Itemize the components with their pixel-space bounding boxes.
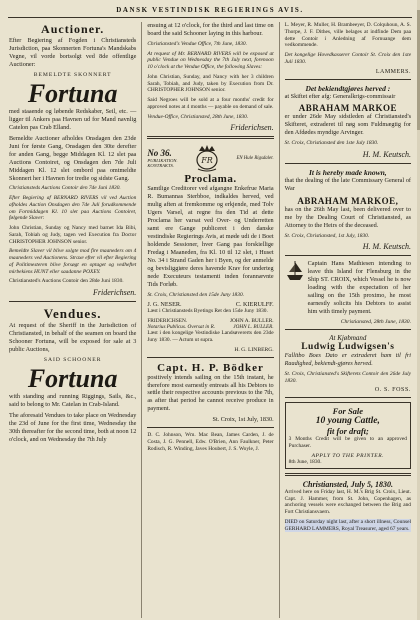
notice-signer: H. M. Keutsch.	[362, 150, 411, 159]
hereby-body-2: has on the 26th May last, been delivered over to me by the Dealing Court of Christiansted, as Attorney to the Heirs of the deceased.	[284, 205, 411, 229]
signer-friderichsen-2: Friderichsen.	[230, 123, 274, 133]
said-schooner-label: SAID SCHOONER	[43, 356, 102, 363]
fit-line: fit for draft;	[326, 426, 369, 437]
cattle-line: 10 young Cattle,	[315, 416, 380, 427]
apply-date: 8th June, 1830.	[288, 458, 322, 465]
notice-body-2: er under 26de May sidstleden af Christiansted's Skifteret, extraderet til nøg som Fuldmægtig for den Afdødes myndige Arvinger.	[284, 113, 411, 137]
vendues-body-3: The aforesaid Vendues to take place on Wednesday the 23d of June for the first time, Wednesday the 30th thereafter for the second time, both at noon 12 o'clock, and on Wednesday the 7th July	[9, 412, 137, 443]
hereby-heading: It is hereby made known,	[308, 168, 387, 177]
auction-slaves: John Christian, Sunday og Nancy med barnet Ida Bibi, Sarah, Tobiah og Judy, tagen ved Execution fra Doctor CHRISTOPHER JOHNSON senior.	[9, 225, 137, 245]
bernard-notice: At request of Mr. BERNARD RIVERS will be exposed at public Vendue on Wednesday the 7th July next, forenoon 10 o'clock at the Vendue Office, the following Slaves:	[147, 50, 274, 71]
office-title: Det kongelige Hovedkasserer Contoir St. Croix den 1ste Juli 1830.	[284, 52, 411, 65]
proclama-sign: St. Croix, Christiansted den 15de Juny 1830.	[147, 291, 244, 298]
died-notice: DIED on Saturday night last, after a short illness, Counsel GERHARD LAMMERS, Royal Treasurer, aged 67 years.	[284, 518, 411, 532]
arrived-notice: Arrived here on Friday last, H. M.'s Brig St. Croix, Lieut. Capt. J. Hammer, from St. John, Copenhagen, as anchoring vessels were exchanged between the Brig and Fort Christiansvaern.	[284, 488, 411, 516]
divider	[285, 473, 411, 476]
kjobmand-heading: At Kjøbmand	[329, 334, 367, 342]
captain-sign: Christiansted, 28th June, 1830.	[340, 319, 411, 325]
divider	[147, 427, 273, 428]
abraham-markoe-name: ABRAHAM MARKOE	[298, 103, 397, 114]
hereby-sign: St. Croix, Christiansted, 1st July, 1830.	[284, 232, 370, 239]
vendues-heading: Vendues.	[43, 306, 102, 322]
divider	[147, 357, 273, 358]
continued-names: L. Meyer, R. Muller, H. Brambeeyer, D. Colquhoun, A. S. Thorpe, J. F. Dithes, ville belages at indfinde Dem paa dette Contoir i Anledning af Fornuange dem vedkommende.	[284, 22, 411, 49]
bodker-sign: St. Croix, 1st July, 1830.	[212, 416, 274, 424]
placard-label-2: KONTRAKTS.	[147, 163, 174, 169]
ludwig-body: Fallitbo Boes Dato er extraderet ham til fri Raadighed, bekiendt-gjøres herved.	[284, 352, 411, 367]
svg-text:FR: FR	[201, 156, 214, 166]
royal-crest-icon	[190, 143, 224, 173]
for-sale-ad	[285, 402, 411, 469]
notary-note: Notarius Publicus. Oversat in R.	[147, 324, 216, 331]
proclama-header	[147, 143, 273, 173]
schooner-label: BEMELDTE SKONNERT	[33, 71, 112, 78]
read-note: Læst i den kongelige Vestindiske Landsøvererts den 23de Juny 1830. — Actum ut supra.	[147, 330, 274, 343]
issue-number: No 36.	[147, 148, 172, 159]
notice-body: at Skiftet efter afg: Generalkrigs-commissair	[284, 92, 396, 100]
divider	[285, 79, 411, 80]
divider	[9, 301, 136, 302]
executor-neser: J. G. NESER.	[147, 301, 182, 309]
bernard-terms: Said Negroes will be sold at a four months' credit for approved notes at 4 months — payable on demand of sale.	[147, 97, 274, 110]
auction-sign: Christiansteds Auctions Contoir den 7de Juni 1830.	[9, 185, 121, 192]
hereby-body: that the dealing of the late Commissary General of War	[284, 177, 411, 192]
proclama-heading: Proclama.	[184, 173, 237, 186]
auctioner-heading: Auctioner.	[41, 22, 105, 36]
columns	[4, 22, 416, 618]
executors-row	[147, 301, 273, 308]
ship-icon	[285, 260, 305, 282]
debtor-names: D. C. Johnson, Wm. Mac Bean, James Carden, J. de Costa, J. G. Pennell, Edw. O'Brien, Ann Faulkner, Peter Rodisch, R. Winding, Javes Houbert, J. S. Woyle, J.	[147, 432, 274, 452]
vendues-body: At request of the Sheriff in the Jurisdiction of Christiansted, in behalf of the seamen on board the Schooner Fortuna, will be exposed for sale at 3 public Auctions,	[9, 322, 137, 354]
executor-friderichsen: FRIDERICHSEN.	[147, 318, 188, 325]
auction-body: med staaende og løbende Redskaber, Seil, etc. — ligger til Ankers paa Havnen ud for Mand navnlig Catelon pas Crab Elland.	[9, 108, 137, 131]
divider	[147, 136, 273, 139]
divider	[285, 255, 411, 256]
placard-label: PUBLIKATION.	[147, 158, 178, 164]
apply-line: APPLY TO THE PRINTER.	[311, 452, 385, 459]
divider	[285, 329, 411, 330]
abraham-markoe-name-2: ABRAHAM MARKOE,	[297, 195, 399, 206]
column-1	[4, 22, 141, 618]
stamp-label: EN Hule Rigsdaler.	[236, 155, 274, 161]
dateline: Christiansted, July 5, 1830.	[302, 479, 393, 489]
proclama-left	[147, 148, 181, 168]
notice-sign: St. Croix, Christiansted den 1ste July 1830.	[284, 140, 379, 147]
column-3	[279, 22, 416, 618]
auction-body-2: Bemeldte Auctioner afholdes Onsdagen den 23de Juni for første Gang, Onsdagen den 30te derefter for anden Gang, begge Middagen Kl. 12 slet paa Auctions Contoiret, og Onsdagen den 7de Juli Middagen Kl. 12 slet ombord paa omtmeldte Skonnert her i Havnen for tredie og sidste Gang.	[9, 134, 137, 182]
continued-text: ensuing at 12 o'clock, for the third and last time on board the said Schooner laying in this harbour.	[147, 22, 274, 37]
captain-notice	[285, 260, 411, 319]
ludwig-name: Ludwig Ludwigsen's	[301, 342, 395, 352]
bodker-heading: Capt. H. P. Bödker	[157, 361, 264, 374]
auction-intro: Efter Begiering af Fogden i Christiansteds Jurisdiction, paa Skonnerten Fortuna's Mandskabs Vegne, vil vorde bortsolgt ved 8de offentlige Auctioner:	[9, 37, 137, 68]
divider	[285, 163, 411, 164]
executor-buller-2: JOHN L. BULLER.	[233, 324, 274, 331]
divider	[285, 397, 411, 398]
executor-linberg: H. G. LINBERG.	[234, 346, 274, 353]
for-sale-heading: For Sale	[332, 406, 364, 417]
signer-friderichsen: Friderichsen.	[92, 288, 137, 298]
ship-name-fortuna: Fortuna	[27, 78, 118, 108]
proclama-body: Samtlige Creditorer ved afgangne Enkefrue Maria R. Bumannas Sterbboe, indkaldes herved, ved mulig aften at fremkomme og erkjende, med Tolv Ugers Varsel, at regne fra den Tid at dette Proclama her varsat ved Over- og Underretten samt ere Gange publiceret i den danske vestindiske Regierings Avis, at møde udi de i Boet holdende Sessioner, hver Gang paa forskiellige Fredag i Maaneden, fra Kl. 10 til 12 slet, i Huset No. 34 i Strand Gaden her i Byen, og der anmelde og bevisliggiøre deres havende Krav for underteg nede Executeurs testamenti inden forannævnte Tids Forløb.	[147, 185, 274, 288]
office-note: Læst i Christiansteds Byetings Ret den 15de Juny 1830.	[147, 308, 268, 315]
auction-terms: Bemeldte Slaver vil blive solgte mod fire maaneders om 4 maaneders ved Auctionens. Straxe efter vil efter Begiering af Politimesteren blive forsøgt en optaget og vedheftet mirbekiens HUNT eller saadanne POXEY.	[9, 248, 137, 275]
ludwig-sign: St. Croix, Christiansted's Skifterets Contoir den 26de July 1830.	[284, 370, 411, 384]
auction-sign-2: Christiansted's Auctions Contoir den 28de Juni 1830.	[9, 278, 124, 285]
ludwig-signer: O. S. FOSS.	[374, 387, 411, 394]
column-2	[141, 22, 278, 618]
credit-line: 3 Months Credit will be given to an approved Purchaser.	[288, 436, 407, 450]
bernard-sign: Vendue-Office, Christiansted, 28th June, 1830.	[147, 113, 249, 120]
notice-heading: Det bekiendtgjøres herved :	[305, 83, 391, 93]
bodker-body: positively intends sailing on the 15th instant, he therefore most earnestly entreats all his Debtors to settle their respective accounts previous to the 7th, as after that period he cannot receive produce in payment.	[147, 373, 274, 413]
captain-body: Captain Hans Mathiesen intending to leave this Island for Flensburg in the Ship ST. CROIX, which Vessel he is now loading with the expectation of her sailing on the 15th proximo, he most earnestly solicits his Debtors to assist him with timely payment.	[307, 260, 411, 316]
ship-name-fortuna-2: Fortuna	[27, 363, 118, 393]
executor-buller: JOHN A. BULLER.	[229, 318, 274, 325]
hereby-signer: H. M. Keutsch.	[362, 242, 411, 252]
office-signer: LAMMERS.	[375, 68, 411, 75]
auction-body-3: Efter Begiering af BERNARD RIVERS vil ved Auction afholdes Auction Onsdagen den 7de Juli forudkommende om Formiddagen Kl. 10 slet paa Auctions Contoiret, følgende Slaver:	[9, 195, 137, 222]
bernard-slaves: John Christian, Sunday, and Nancy with her 3 children Sarah, Tobiah, and Judy, taken by Execution from Dr. CHRISTOPHER JOHNSON senior.	[147, 73, 274, 94]
executor-kierulff: C. KIERULFF.	[235, 301, 274, 309]
continued-sign: Christiansted's Vendue Office, 7th June, 1830.	[147, 40, 247, 47]
masthead: DANSK VESTINDISK REGIERINGS AVIS.	[8, 6, 412, 18]
vendues-body-2: with standing and running Riggings, Sails, &c., said to belong to Mr. Catelan in Crab-Island.	[9, 393, 137, 409]
